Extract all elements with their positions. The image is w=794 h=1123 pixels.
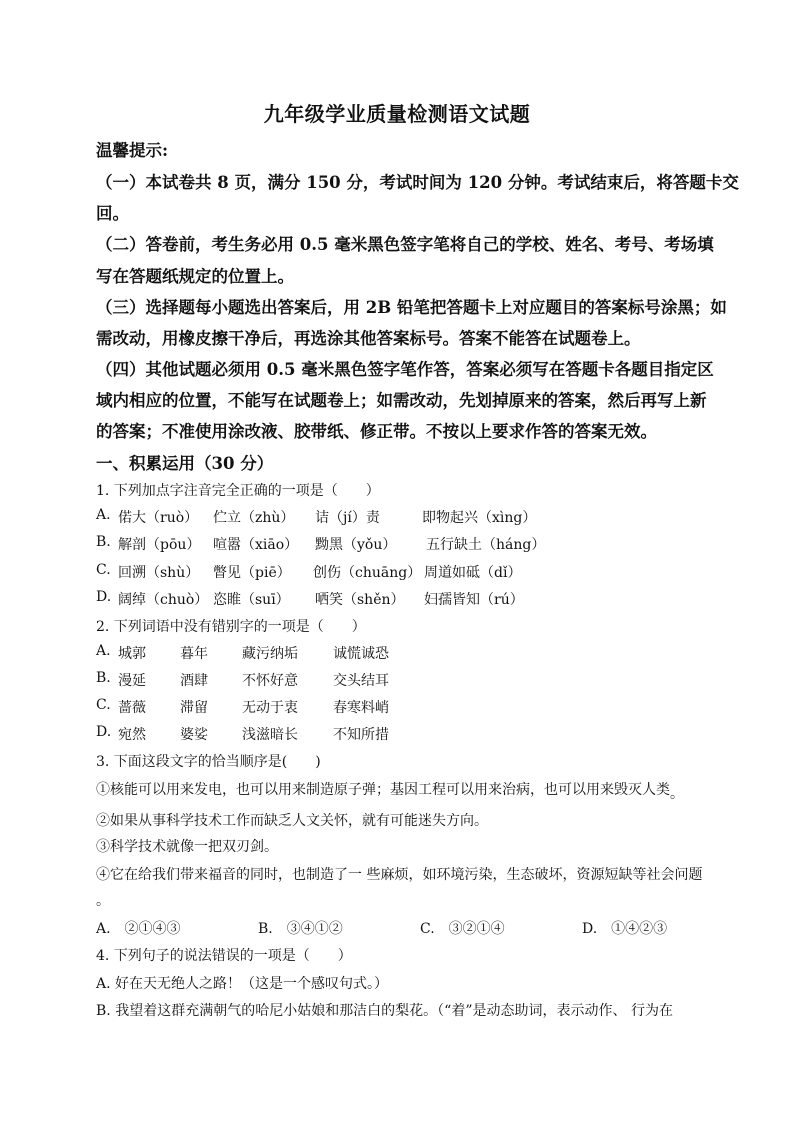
tips-heading: 温馨提示:: [96, 141, 169, 160]
tips-line-8: 域内相应的位置，不能写在试题卷上；如需改动，先划掉原来的答案，然后再写上新: [96, 391, 707, 410]
q3-item-4-end: 。: [96, 893, 110, 909]
q2-stem: 2. 下列词语中没有错别字的一项是（ ）: [96, 619, 366, 635]
tips-line-5: （三）选择题每小题选出答案后，用 2B 铅笔把答题卡上对应题目的答案标号涂黑；如: [96, 298, 727, 317]
q4-stem: 4. 下列句子的说法错误的一项是（ ）: [96, 948, 352, 964]
q3-option-a: A. ②①④③: [96, 921, 181, 937]
section-heading: 一、积累运用（30 分）: [96, 454, 274, 473]
exam-title: 九年级学业质量检测语文试题: [263, 102, 531, 126]
tips-line-1: （一）本试卷共 8 页，满分 150 分，考试时间为 120 分钟。考试结束后，将答题卡交: [96, 173, 739, 192]
q4-option-b: B. 我望着这群充满朝气的哈尼小姑娘和那洁白的梨花。（“着”是动态助词，表示动作、 行为在: [96, 1003, 673, 1019]
tips-line-4: 写在答题纸规定的位置上。: [96, 267, 294, 286]
q3-item-3: ③科学技术就像一把双刃剑。: [96, 839, 278, 855]
q3-stem: 3. 下面这段文字的恰当顺序是( ): [96, 754, 321, 770]
q1-stem: 1. 下列加点字注音完全正确的一项是（ ）: [96, 483, 380, 499]
q3-option-c: C. ③②①④: [420, 921, 505, 937]
tips-line-3: （二）答卷前，考生务必用 0.5 毫米黑色签字笔将自己的学校、姓名、考号、考场填: [96, 235, 714, 254]
exam-page: 九年级学业质量检测语文试题 温馨提示: （一）本试卷共 8 页，满分 150 分，考试时间为 120 分钟。考试结束后，将答题卡交 回。 （二）答卷前，考生务必用 0.5 毫米黑色签字笔将自己的学校、姓名、考号、考场填 写在答题纸规定的位置上。 （三）选择题每小题选出答案后，用 2B 铅笔把答题卡上对应题目的答案标号涂黑；如 需改动，用橡皮擦干净后，再选涂其他答案标号。答案不能答在试题卷上。 （四）其他试题必须用 0.5 毫米黑色签字笔作答，答案必须写在答题卡各题目指定区 域内相应的位置，不能写在试题卷上；如需改动，先划掉原来的答案，然后再写上新 的答案；不准使用涂改液、胶带纸、修正带。不按以上要求作答的答案无效。 一、积累运用（30 分） 1. 下列加点字注音完全正确的一项是（ ） A. 偌大（ruò） 伫立（zhù） 诘（jí）责 即物起兴（xìng） B. 解剖（pōu） 喧嚣（xiāo） 黝黑（yǒu） 五行缺土（háng） C. 回溯（shù） 瞥见（piē） 创伤（chuāng） 周道如砥（dǐ） D. 阔绰（chuò） 恣睢（suī） 哂笑（shěn） 妇孺皆知（rú） 2. 下列词语中没有错别字的一项是（ ） A. 城郭 暮年 藏污纳垢 诚慌诚恐 B. 漫延 酒肆 不怀好意 交头结耳 C. 蔷薇 滞留 无动于衷 春寒料峭 D. 宛然 婆娑 浅滋暗长 不知所措 3. 下面这段文字的恰当顺序是( ) ①核能可以用来发电，也可以用来制造原子弹；基因工程可以用来治病，也可以用来毁灭人类。 ②如果从事科学技术工作而缺乏人文关怀，就有可能迷失方向。 ③科学技术就像一把双刃剑。 ④它在给我们带来福音的同时，也制造了一 些麻烦，如环境污染，生态破坏，资源短缺等社会问题 。 A. ②①④③ B. ③④①② C. ③②①④ D. ①④②③ 4. 下列句子的说法错误的一项是（ ） A. 好在天无绝人之路！（这是一个感叹句式。） B. 我望着这群充满朝气的哈尼小姑娘和那洁白的梨花。（“着”是动态助词，表示动作、 行为在: [0, 0, 794, 1123]
q4-option-a: A. 好在天无绝人之路！（这是一个感叹句式。）: [96, 976, 389, 992]
q3-item-2: ②如果从事科学技术工作而缺乏人文关怀，就有可能迷失方向。: [96, 813, 488, 829]
q3-item-1: ①核能可以用来发电，也可以用来制造原子弹；基因工程可以用来治病，也可以用来毁灭人类。: [96, 782, 684, 802]
q3-option-b: B. ③④①②: [258, 921, 343, 937]
q3-trailing-mark: 。: [670, 786, 684, 802]
q3-option-d: D. ①④②③: [582, 921, 668, 937]
tips-line-7: （四）其他试题必须用 0.5 毫米黑色签字笔作答，答案必须写在答题卡各题目指定区: [96, 360, 714, 379]
q3-item-4: ④它在给我们带来福音的同时，也制造了一 些麻烦，如环境污染，生态破坏，资源短缺等社会问题: [96, 867, 703, 883]
tips-line-9: 的答案；不准使用涂改液、胶带纸、修正带。不按以上要求作答的答案无效。: [96, 422, 657, 441]
tips-line-6: 需改动，用橡皮擦干净后，再选涂其他答案标号。答案不能答在试题卷上。: [96, 329, 641, 348]
tips-line-2: 回。: [96, 204, 129, 223]
